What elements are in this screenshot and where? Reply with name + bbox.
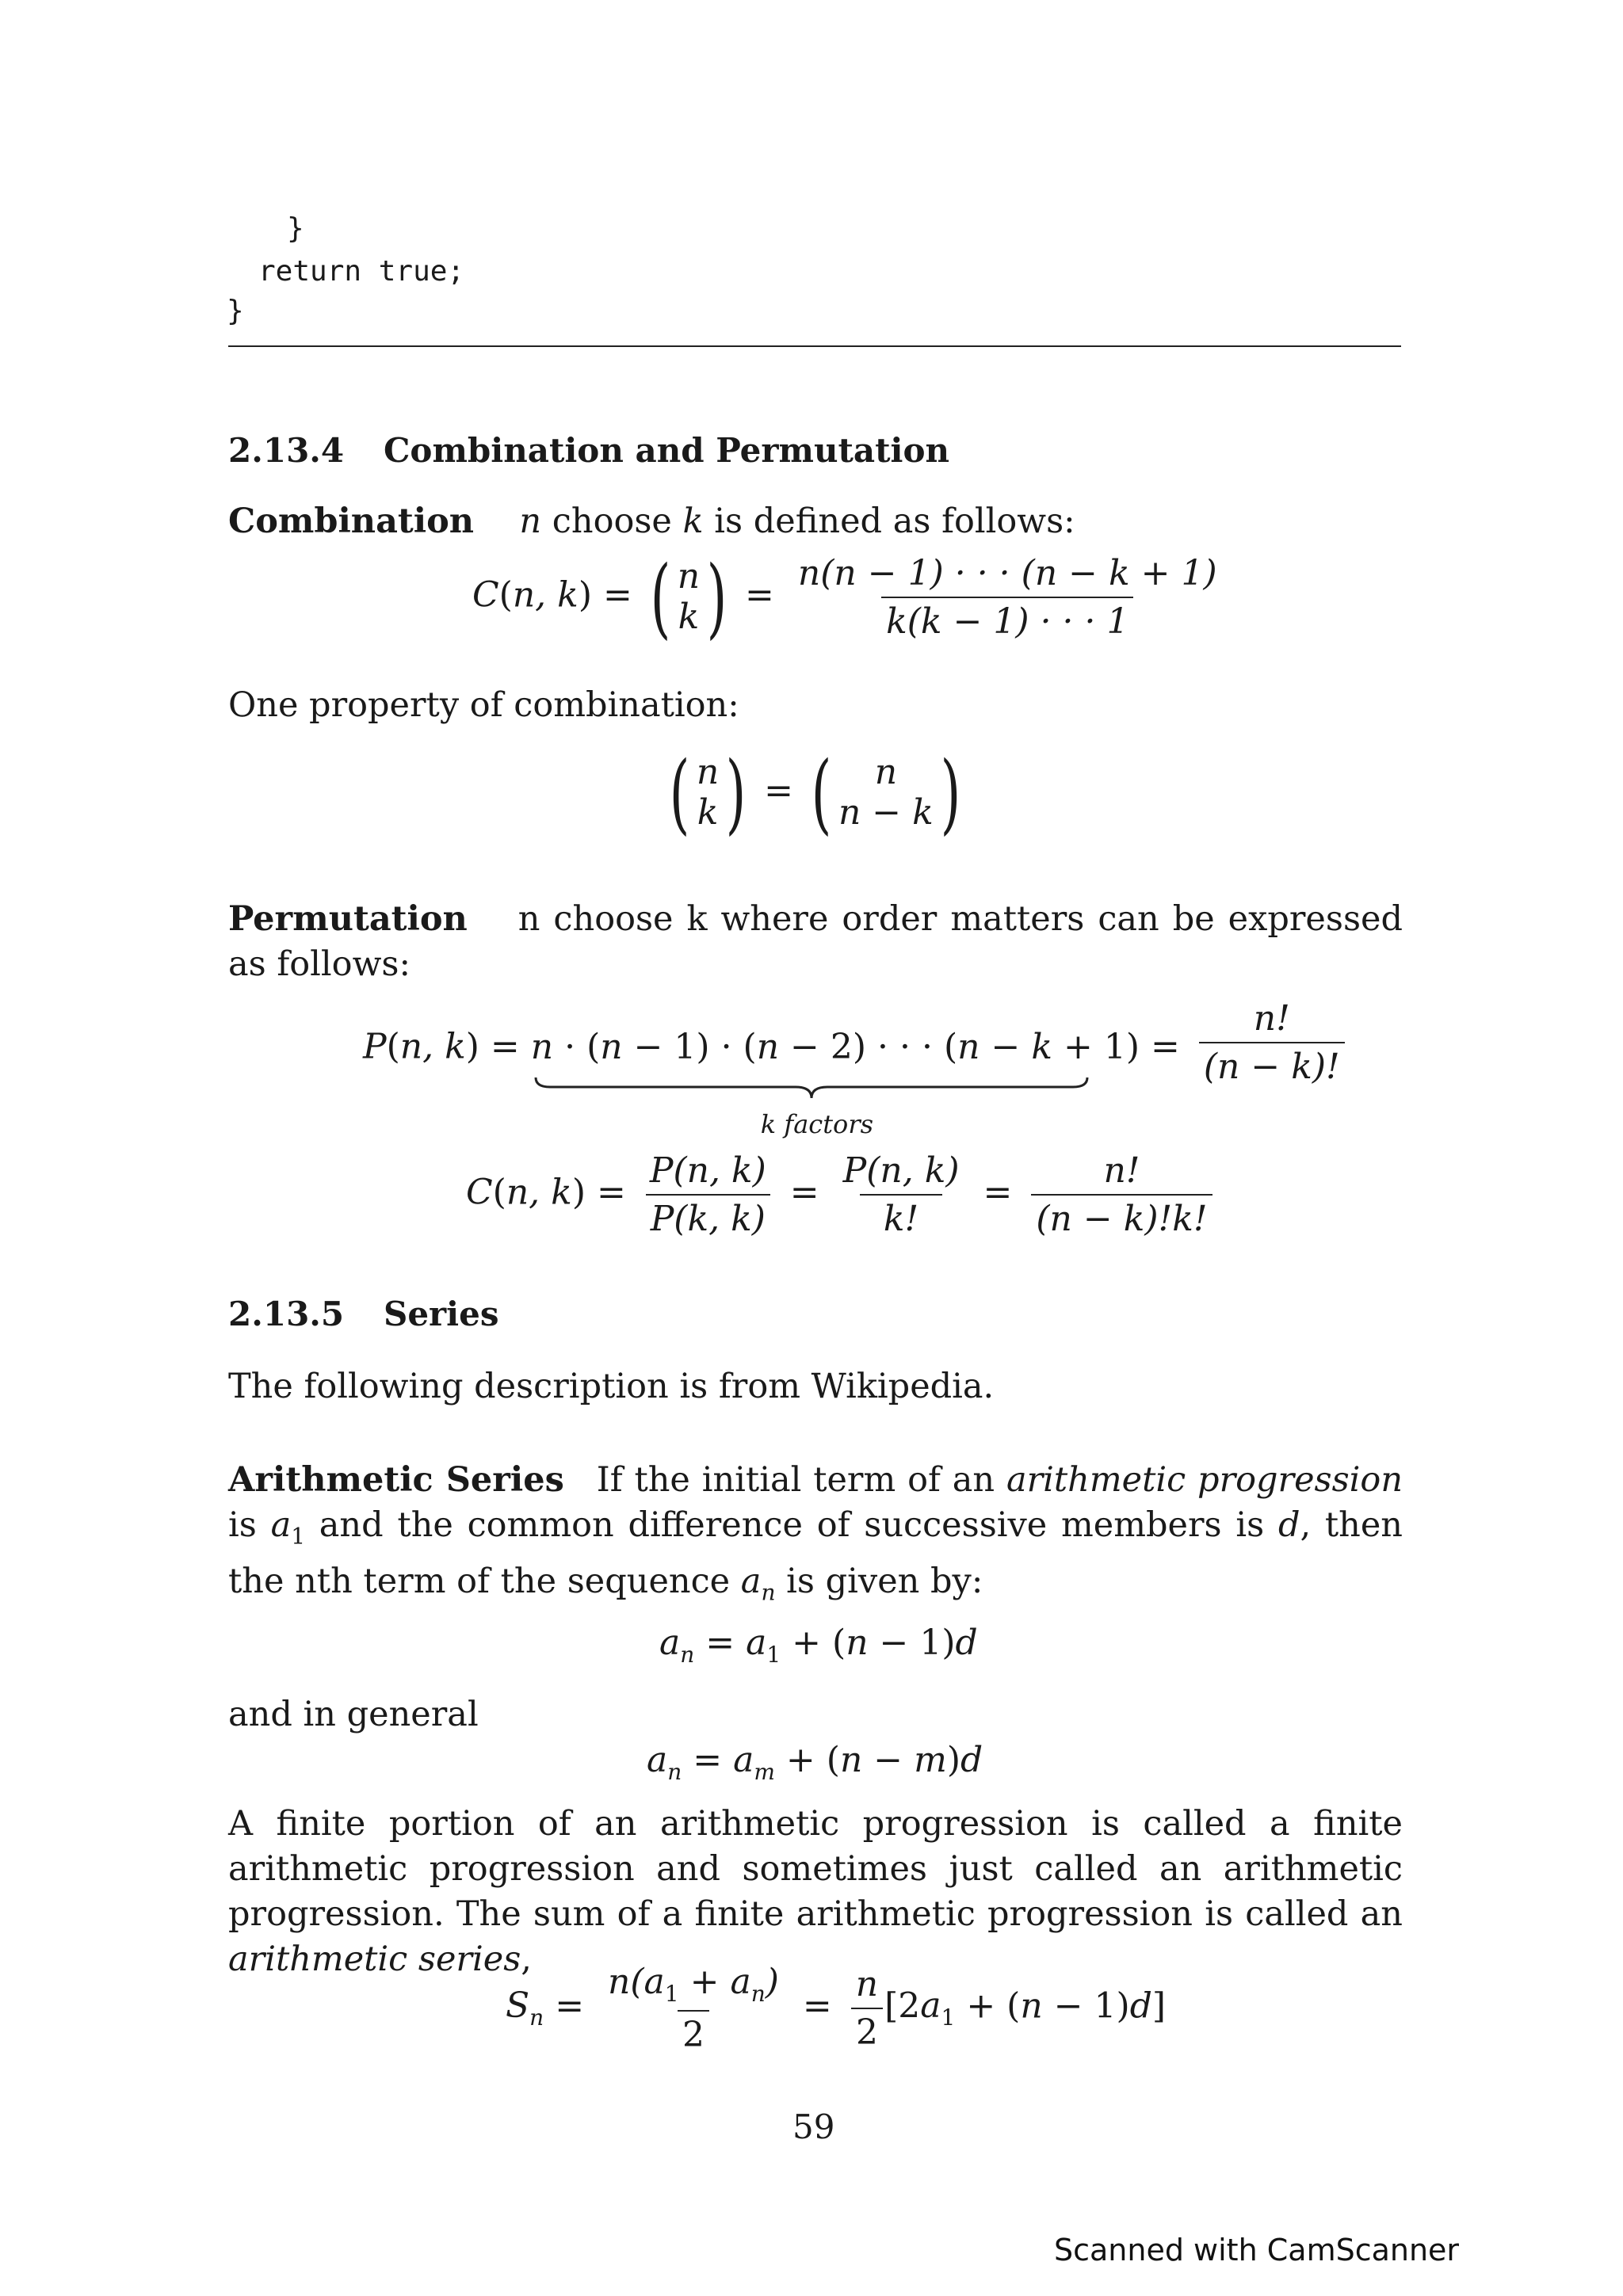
underbrace [534, 1076, 1089, 1100]
arithmetic-paragraph: Arithmetic Series If the initial term of an arithmetic progression is $a_1$ and the common difference of successive members is d, then the nth term of the sequence $a_n$ is given by: [228, 1460, 1403, 1606]
scanner-watermark: Scanned with CamScanner [1054, 2233, 1460, 2267]
code-line: return true; [258, 255, 465, 288]
combination-paragraph: Combination n choose k is defined as follows: [228, 502, 1075, 541]
permutation-formula: P(n, k) = n · (n − 1) · (n − 2) · · · (n − k + 1) k factors = $\frac{n!}{(n - k)!}$ [363, 1005, 1353, 1093]
section-number: 2.13.4 [228, 431, 345, 470]
nth-term-formula: $a_n = a_1 + (n - 1)d$ [659, 1623, 978, 1668]
series-sum-formula: $S_n$ = $\frac{n(a_1 + a_n)}{2}$ = $\frac{n}{2}$ $[2a_1 + (n - 1)d]$ [506, 1962, 1167, 2055]
permutation-text: n choose k where order matters can be expressed as follows: [228, 899, 1403, 984]
combination-label: Combination [228, 502, 475, 541]
property-text: One property of combination: [228, 685, 739, 725]
general-text: and in general [228, 1695, 479, 1734]
code-line: } [227, 295, 244, 327]
combination-symmetry-formula: ( n k ) = ( n n − k ) [669, 742, 961, 844]
section-title: Series [384, 1295, 499, 1333]
combination-permutation-formula: C(n, k) = $\frac{P(n, k)}{P(k, k)}$ = $\frac{P(n, k)}{k!}$ = $\frac{n!}{(n - k)!k!}$ [466, 1150, 1220, 1239]
permutation-label: Permutation [228, 899, 468, 939]
code-line: } [287, 212, 304, 245]
horizontal-rule [228, 345, 1401, 347]
arithmetic-label: Arithmetic Series [228, 1460, 564, 1500]
page-number: 59 [792, 2107, 835, 2146]
general-term-formula: $a_n = a_m + (n - m)d$ [647, 1740, 983, 1785]
series-intro: The following description is from Wikipedia. [228, 1367, 995, 1406]
permutation-paragraph [228, 897, 1403, 987]
brace-label: k factors [760, 1108, 874, 1139]
finite-progression-paragraph: A finite portion of an arithmetic progression is called a finite arithmetic progression and sometimes just called an arithmetic progression. The sum of a finite arithmetic progression is called an arithmetic series, [228, 1804, 1403, 1979]
combination-formula: C(n, k) = ( n k ) = $\frac{n(n - 1) \cdot \cdot \cdot (n - k + 1)}{k(k - 1) \cdot \cdot \cdot 1}$ [472, 547, 1217, 648]
section-number: 2.13.5 [228, 1295, 345, 1333]
section-title: Combination and Permutation [384, 431, 950, 470]
